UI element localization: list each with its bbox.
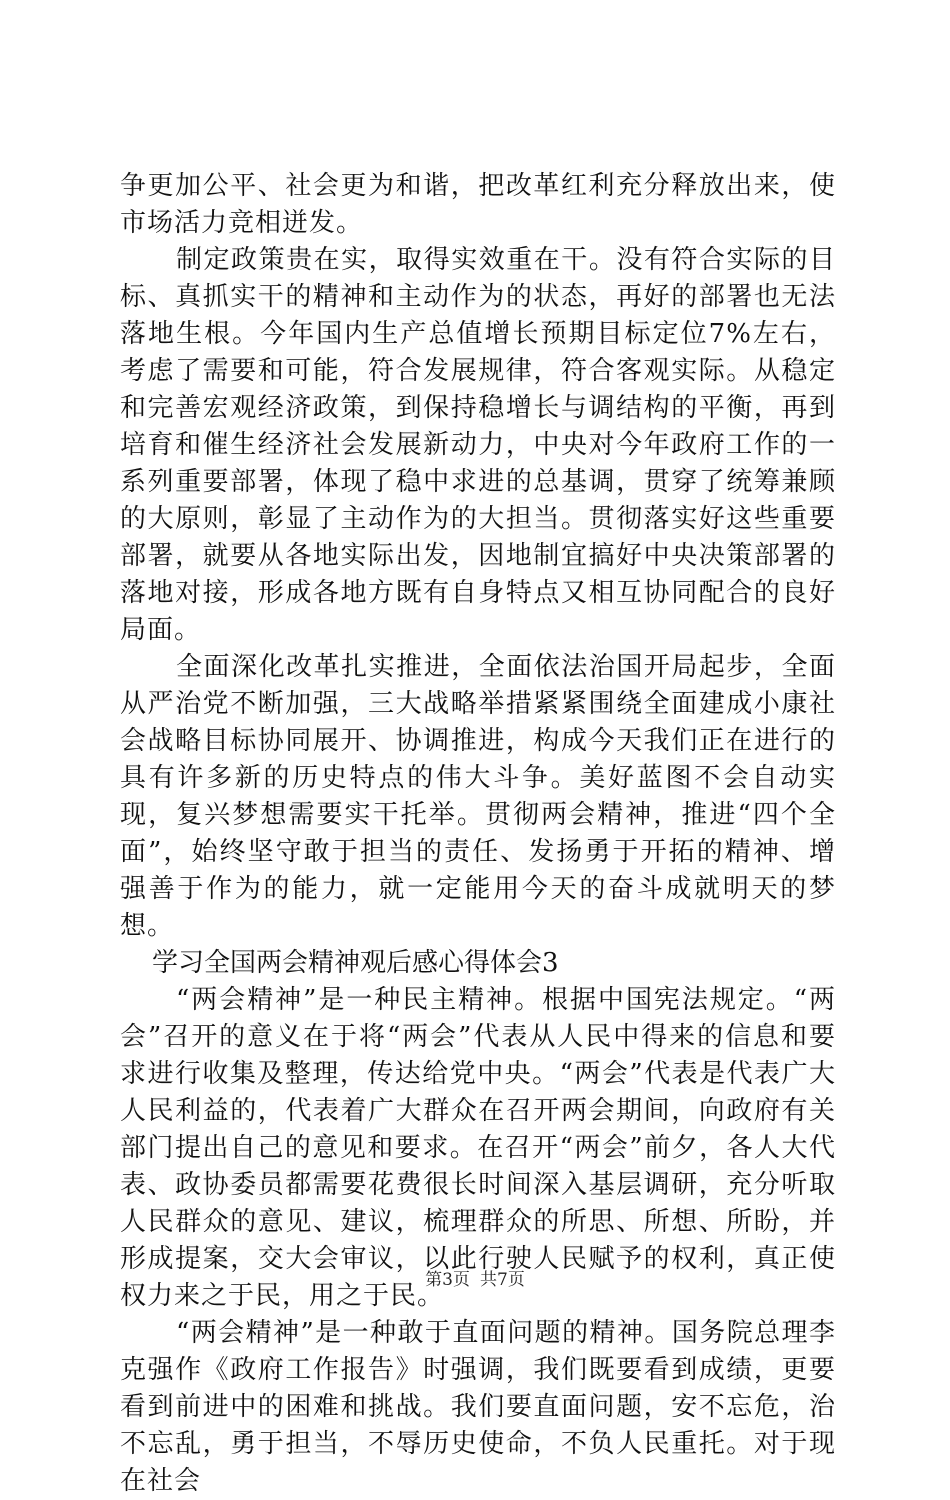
paragraph-four-comprehensives: 全面深化改革扎实推进，全面依法治国开局起步，全面从严治党不断加强，三大战略举措紧紧围绕全面建成小康社会战略目标协同展开、协调推进，构成今天我们正在进行的具有许多新的历史特点的伟大斗争。美好蓝图不会自动实现，复兴梦想需要实干托举。贯彻两会精神，推进“四个全面”，始终坚守敢于担当的责任、发扬勇于开拓的精神、增强善于作为的能力，就一定能用今天的奋斗成就明天的梦想。 xyxy=(120,652,836,941)
page-number: 第3页 xyxy=(425,1270,470,1290)
page-footer xyxy=(0,1270,950,1290)
page-total: 共7页 xyxy=(480,1270,525,1290)
paragraph-continuation: 争更加公平、社会更为和谐，把改革红利充分释放出来，使市场活力竞相迸发。 xyxy=(120,171,836,238)
document-body xyxy=(120,168,836,1500)
paragraph-policy-implementation: 制定政策贵在实，取得实效重在干。没有符合实际的目标、真抓实干的精神和主动作为的状态，再好的部署也无法落地生根。今年国内生产总值增长预期目标定位7%左右，考虑了需要和可能，符合发展规律，符合客观实际。从稳定和完善宏观经济政策，到保持稳增长与调结构的平衡，再到培育和催生经济社会发展新动力，中央对今年政府工作的一系列重要部署，体现了稳中求进的总基调，贯穿了统筹兼顾的大原则，彰显了主动作为的大担当。贯彻落实好这些重要部署，就要从各地实际出发，因地制宜搞好中央决策部署的落地对接，形成各地方既有自身特点又相互协同配合的良好局面。 xyxy=(120,245,836,645)
paragraph-facing-problems: “两会精神”是一种敢于直面问题的精神。国务院总理李克强作《政府工作报告》时强调，我们既要看到成绩，更要看到前进中的困难和挑战。我们要直面问题，安不忘危，治不忘乱，勇于担当，不辱历史使命，不负人民重托。对于现在社会 xyxy=(120,1318,836,1496)
section-heading: 学习全国两会精神观后感心得体会3 xyxy=(152,948,559,978)
paragraph-democratic-spirit: “两会精神”是一种民主精神。根据中国宪法规定。“两会”召开的意义在于将“两会”代表从人民中得来的信息和要求进行收集及整理，传达给党中央。“两会”代表是代表广大人民利益的，代表着广大群众在召开两会期间，向政府有关部门提出自己的意见和要求。在召开“两会”前夕，各人大代表、政协委员都需要花费很长时间深入基层调研，充分听取人民群众的意见、建议，梳理群众的所思、所想、所盼，并形成提案，交大会审议，以此行驶人民赋予的权利，真正使权力来之于民，用之于民。 xyxy=(120,985,836,1311)
